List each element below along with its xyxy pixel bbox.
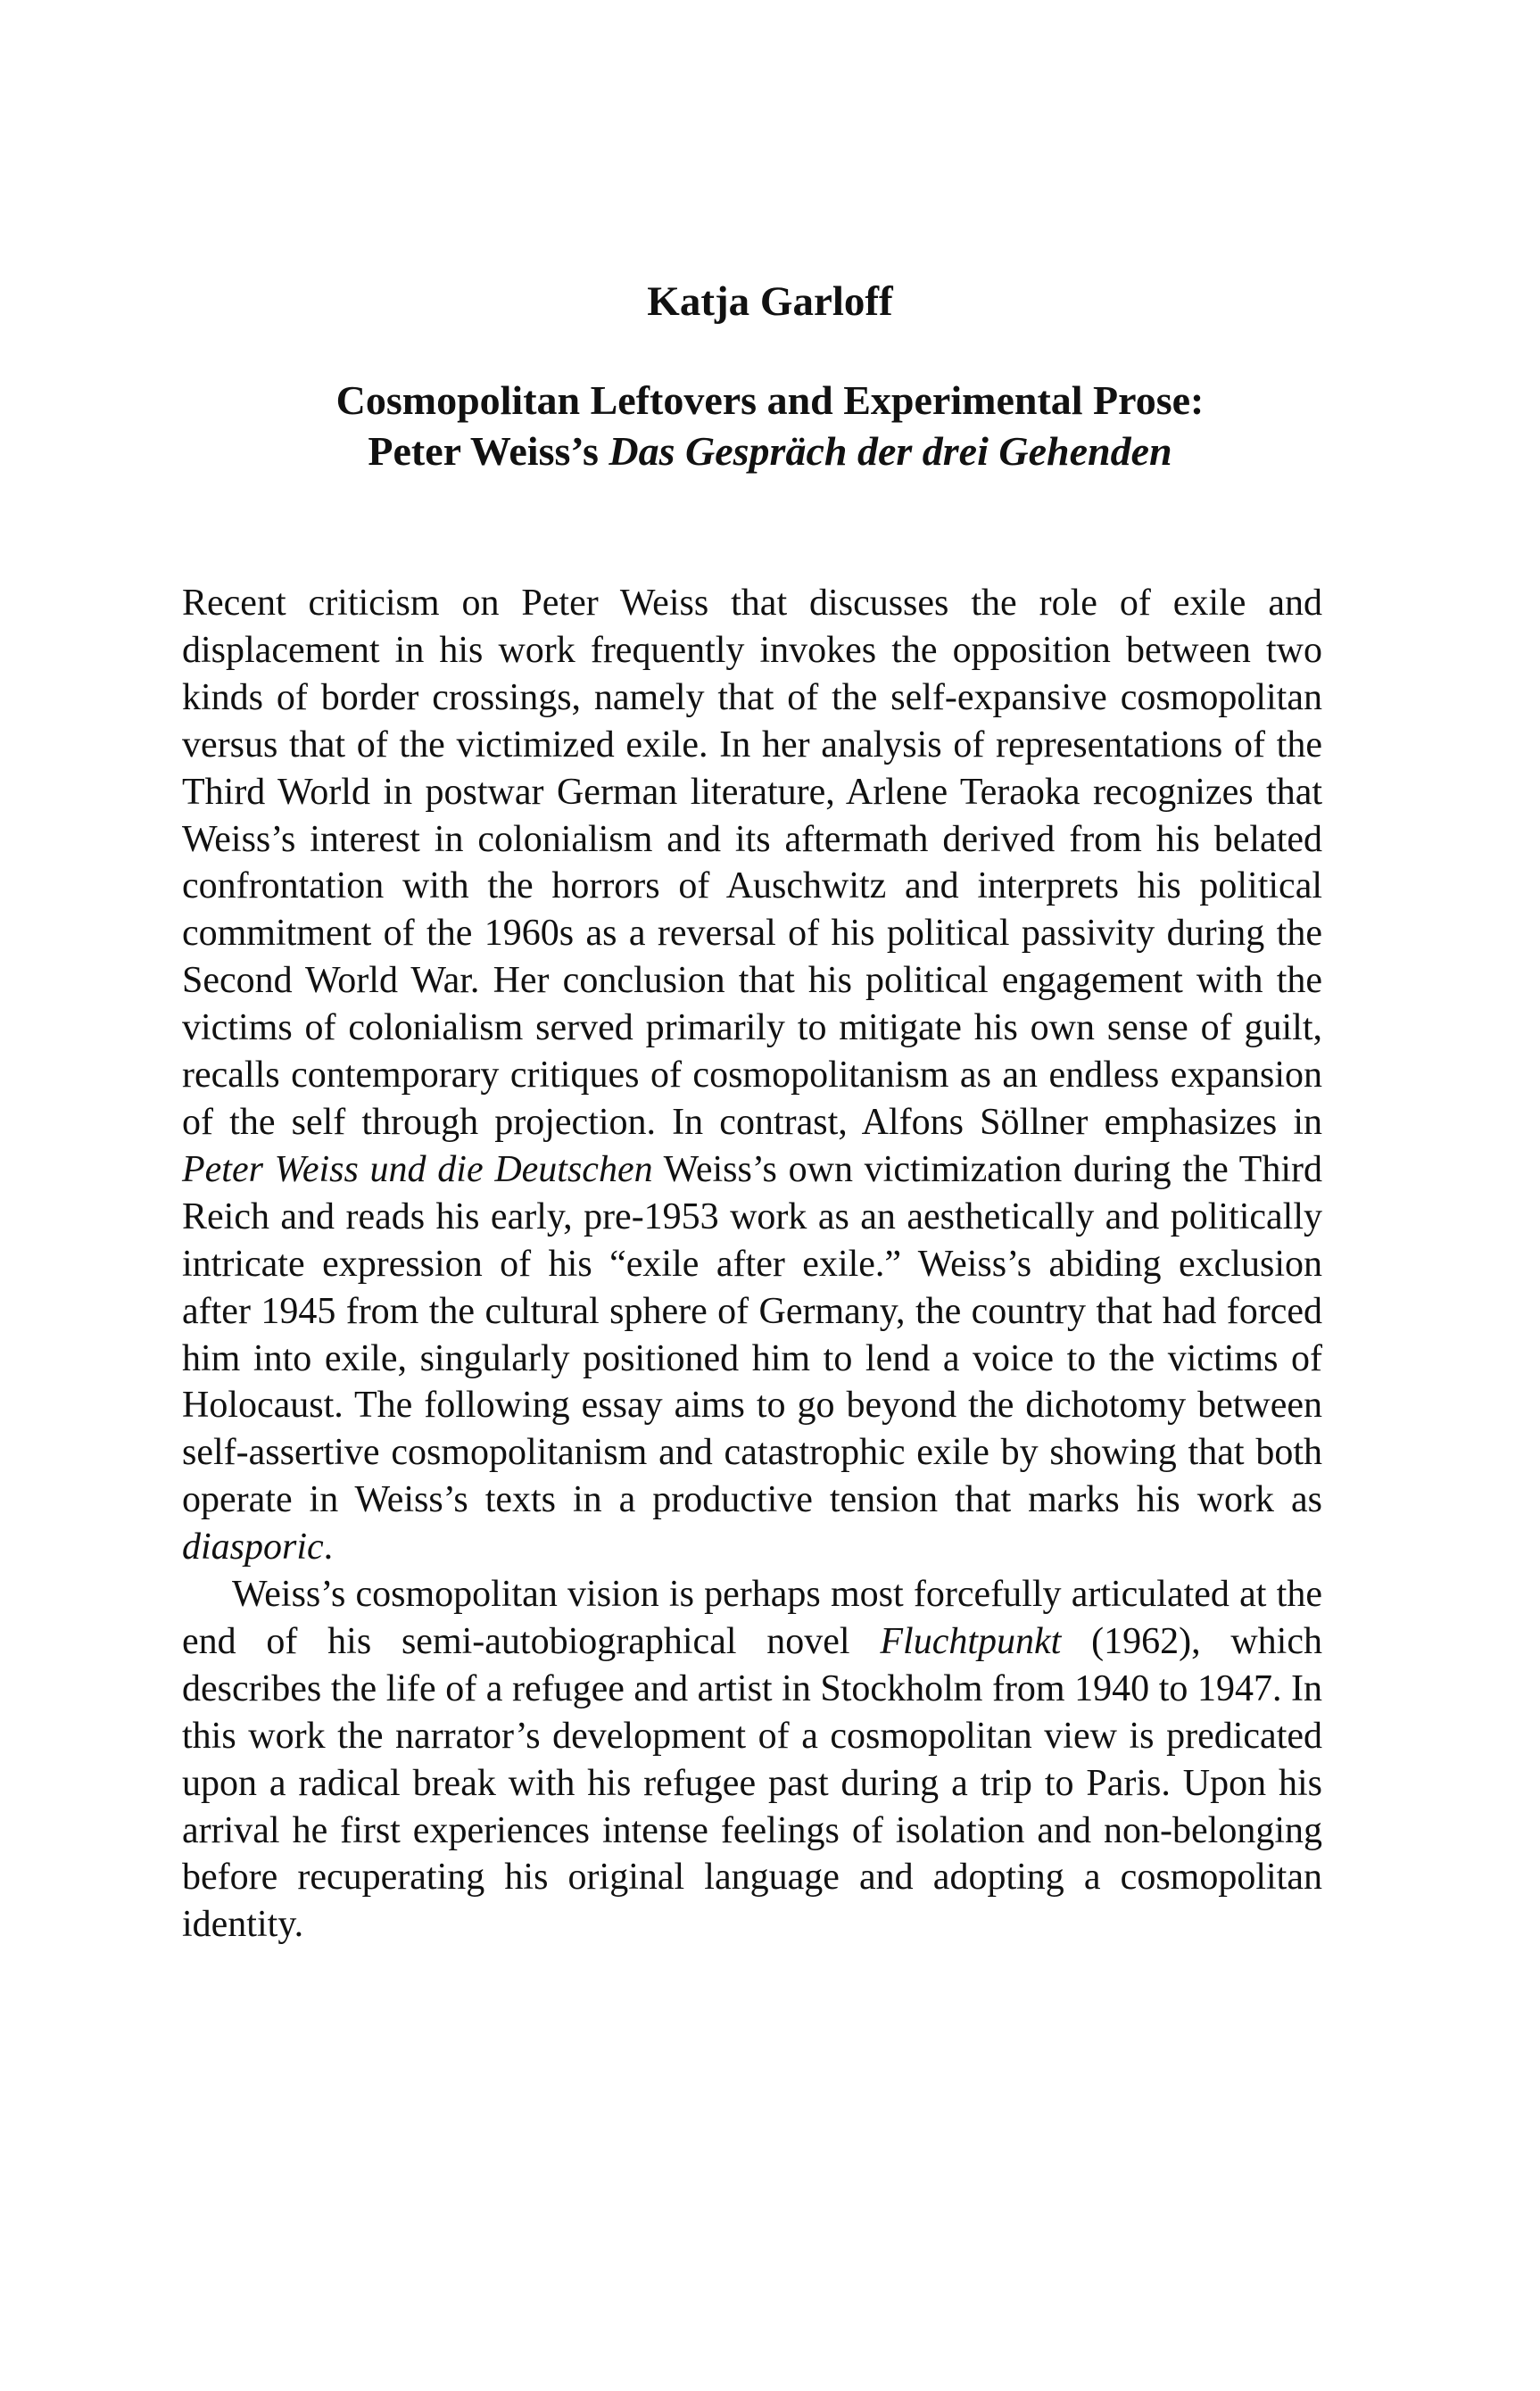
paragraph-1-italic-term: diasporic (182, 1526, 324, 1568)
paragraph-2 (182, 1571, 1322, 1948)
paragraph-1-italic-book-title: Peter Weiss und die Deutschen (182, 1148, 653, 1190)
body-text (182, 580, 1322, 1948)
paragraph-1-segment-5: . (323, 1526, 334, 1568)
title-line-2-prefix: Peter Weiss’s (368, 428, 609, 474)
paragraph-1 (182, 580, 1322, 1571)
paragraph-1-segment-1: Recent criticism on Peter Weiss that discusses the role of exile and displacement in his work frequently invokes the opposition between two kinds of border crossings, namely that of the self-expansive cosmopolitan versus that of the victimized exile. In her analysis of representations of the Third World in postwar German literature, Arlene Teraoka recognizes that Weiss’s interest in colonialism and its aftermath derived from his belated confrontation with the horrors of Auschwitz and interprets his political commitment of the 1960s as a reversal of his political passivity during the Second World War. Her conclusion that his political engagement with the victims of colonialism served primarily to mitigate his own sense of guilt, recalls contemporary critiques of cosmopolitanism as an endless expansion of the self through projection. In contrast, Alfons Söllner emphasizes in (182, 583, 1322, 1143)
paragraph-1-segment-3: Weiss’s own victimization during the Third Reich and reads his early, pre-1953 work as an aesthetically and politically intricate expression of his “exile after exile.” Weiss’s abiding exclusion after 1945 from the cultural sphere of Germany, the country that had forced him into exile, singularly positioned him to lend a voice to the victims of Holocaust. The following essay aims to go beyond the dichotomy between self-assertive cosmopolitanism and catastrophic exile by showing that both operate in Weiss’s texts in a productive tension that marks his work as (182, 1148, 1322, 1521)
title-line-2-italic: Das Gespräch der drei Gehenden (609, 428, 1172, 474)
author-name: Katja Garloff (647, 278, 893, 325)
paragraph-2-italic-novel-title: Fluchtpunkt (880, 1620, 1062, 1662)
title-line-2 (0, 426, 1540, 476)
title-line-1: Cosmopolitan Leftovers and Experimental Prose: (335, 377, 1205, 423)
essay-title (0, 375, 1540, 476)
paragraph-2-segment-3: (1962), which describes the life of a refugee and artist in Stockholm from 1940 to 1947. In this work the narrator’s development of a cosmopolitan view is predicated upon a radical break with his refugee past during a trip to Paris. Upon his arrival he first experiences intense feelings of isolation and non-belonging before recuperating his original language and adopting a cosmopolitan identity. (182, 1620, 1322, 1946)
paragraph-2-segment-1: Weiss’s cosmopolitan vision is perhaps most forcefully articulated at the end of his semi-autobiographical novel (182, 1574, 1322, 1662)
